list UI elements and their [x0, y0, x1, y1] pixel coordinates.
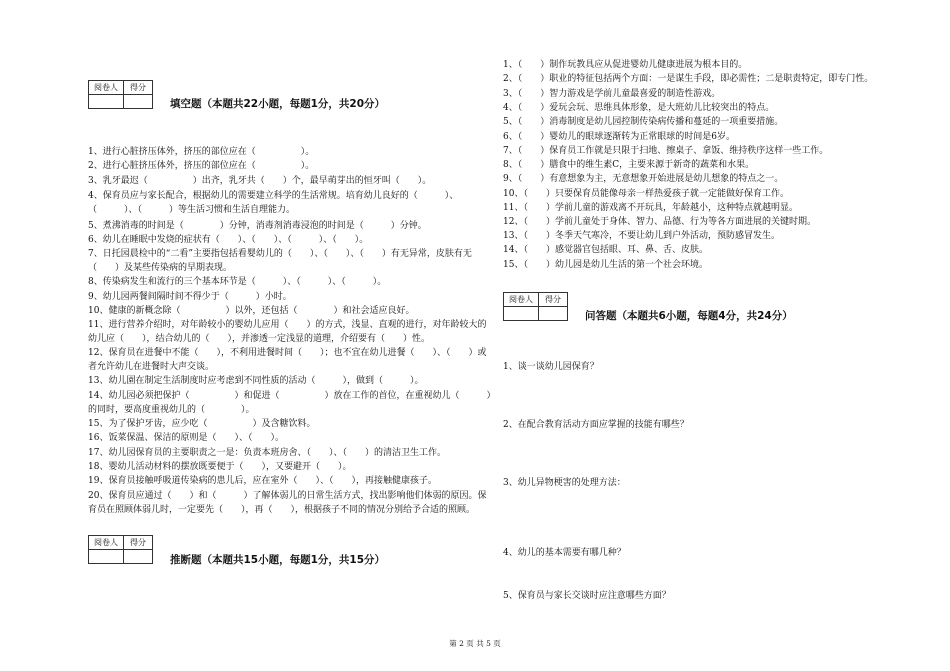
fill-question-18: 18、婴幼儿活动材料的摆放既要便于（ ），又要避开（ ）。 [88, 462, 352, 472]
fill-question-14: 14、幼儿园必须把保护（ ）和促进（ ）放在工作的首位，在重视幼儿（ ）的同时，要高度重视幼儿的（ ）。 [88, 391, 491, 415]
fill-question-20: 20、保育员应通过（ ）和（ ）了解体弱儿的日常生活方式，找出影响他们体弱的原因。保育员在照顾体弱儿时，一定要先（ ），再（ ），根据孩子不同的情况分别给予合适的照顾。 [88, 491, 487, 515]
judge-question-8: 8、（ ）膳食中的维生素C，主要来源于新奇的蔬菜和水果。 [503, 160, 755, 170]
fill-question-2: 2、进行心脏挤压体外，挤压的部位应在（ ）。 [88, 161, 315, 171]
qa-question-5: 5、保育员与家长交谈时应注意哪些方面？ [503, 591, 671, 601]
fill-question-10: 10、健康的新概念除（ ）以外，还包括（ ）和社会适应良好。 [88, 306, 415, 316]
reviewer-label: 阅卷人 [89, 81, 124, 95]
judge-question-4: 4、（ ）爱玩会玩、思维具体形象，是大班幼儿比较突出的特点。 [503, 103, 775, 113]
fill-question-15: 15、为了保护牙齿，应少吃（ ）及含糖饮料。 [88, 419, 316, 429]
fill-question-16: 16、饭菜保温、保洁的原则是（ ）、（ ）。 [88, 433, 284, 443]
fill-question-13: 13、幼儿園在制定生活制度时应考虑到不同性质的活动（ ），做到（ ）。 [88, 376, 424, 386]
judge-question-12: 12、（ ）学前儿童处于身体、智力、品德、行为等各方面进展的关键时期。 [503, 217, 816, 227]
score-box-judge [88, 535, 153, 564]
qa-question-1: 1、谈一谈幼儿园保育？ [503, 362, 599, 372]
fill-question-8: 8、传染病发生和流行的三个基本环节是（ ）、（ ）、（ ）。 [88, 277, 387, 287]
fill-question-17: 17、幼儿园保育员的主要职责之一是：负责本班房舍、（ ）、（ ）的清洁卫生工作。 [88, 448, 446, 458]
fill-question-19: 19、保育员接触呼吸道传染病的患儿后，应在室外（ ）、（ ），再接触健康孩子。 [88, 476, 437, 486]
score-box-qa [503, 292, 568, 321]
judge-question-13: 13、（ ）冬季天气寒冷，不要让幼儿到户外活动，预防感冒发生。 [503, 231, 780, 241]
fill-question-3: 3、乳牙最迟（ ）出齐，乳牙共（ ）个，最早萌芽出的恒牙叫（ ）。 [88, 176, 432, 186]
judge-question-5: 5、（ ）消毒制度是幼儿园控制传染病传播和蔓延的一项重要措施。 [503, 117, 784, 127]
score-cell [124, 95, 153, 109]
fill-question-11: 11、进行营养介绍时，对年龄较小的婴幼儿应用（ ）的方式，浅显、直观的进行，对年龄较大的幼儿应（ ），结合幼儿的（ ），并渗透一定浅显的道理，介绍要有（ ）性。 [88, 320, 487, 344]
score-cell [124, 550, 153, 564]
fill-question-12: 12、保育员在进餐中不能（ ），不利用进餐时间（ ）；也不宜在幼儿进餐（ ）、（ ）或者允许幼儿在进餐时大声交谈。 [88, 348, 487, 372]
judge-question-10: 10、（ ）只要保育员能像母亲一样热爱孩子就一定能做好保育工作。 [503, 189, 789, 199]
fill-question-9: 9、幼儿园两餐间隔时间不得少于（ ）小时。 [88, 292, 292, 302]
page-number-footer: 第 2 页 共 5 页 [449, 639, 501, 648]
judge-question-3: 3、（ ）智力游戏是学前儿童最喜爱的制造性游戏。 [503, 89, 721, 99]
judge-section-title: 推断题（本题共15小题，每题1分，共15分） [170, 554, 386, 566]
reviewer-label: 阅卷人 [89, 536, 124, 550]
score-label: 得分 [124, 536, 153, 550]
judge-question-1: 1、（ ）制作玩教具应从促进婴幼儿健康进展为根本目的。 [503, 60, 748, 70]
score-label: 得分 [124, 81, 153, 95]
qa-question-2: 2、在配合教育活动方面应掌握的技能有哪些？ [503, 420, 689, 430]
judge-question-6: 6、（ ）婴幼儿的眼球逐渐转为正常眼球的时间是6岁。 [503, 132, 735, 142]
score-cell [539, 307, 568, 321]
fill-question-4: 4、保育员应与家长配合，根据幼儿的需要建立科学的生活常规。培育幼儿良好的（ ）、（ ）、（ ）等生活习惯和生活自理能力。 [88, 191, 459, 215]
score-label: 得分 [539, 293, 568, 307]
qa-question-3: 3、幼儿异物梗害的处理方法： [503, 478, 626, 488]
judge-question-14: 14、（ ）感觉器官包括眼、耳、鼻、舌、皮肤。 [503, 245, 708, 255]
fill-question-1: 1、进行心脏挤压体外，挤压的部位应在（ ）。 [88, 147, 315, 157]
judge-question-15: 15、（ ）幼儿园是幼儿生活的第一个社会环境。 [503, 260, 708, 270]
score-box-fill [88, 80, 153, 109]
reviewer-cell [89, 95, 124, 109]
reviewer-label: 阅卷人 [504, 293, 539, 307]
reviewer-cell [504, 307, 539, 321]
fill-question-7: 7、日托园晨检中的“二看”主要指包括看婴幼儿的（ ）、（ ）、（ ）有无异常，皮肤有无（ ）及某些传染病的早期表现。 [88, 249, 472, 273]
qa-section-title: 问答题（本题共6小题，每题4分，共24分） [585, 310, 793, 322]
reviewer-cell [89, 550, 124, 564]
qa-question-4: 4、幼儿的基本需要有哪几种？ [503, 548, 626, 558]
judge-question-9: 9、（ ）有意想象为主，无意想象开始进展是幼儿想象的特点之一。 [503, 174, 784, 184]
fill-section-title: 填空题（本题共22小题，每题1分，共20分） [170, 98, 386, 110]
judge-question-2: 2、（ ）职业的特征包括两个方面：一是谋生手段，即必需性；二是职责特定，即专门性。 [503, 74, 874, 84]
fill-question-5: 5、煮沸消毒的时间是（ ）分钟，消毒剂消毒浸泡的时间是（ ）分钟。 [88, 221, 427, 231]
judge-question-7: 7、（ ）保育员工作就是只限于扫地、擦桌子、拿饭、维持秩序这样一些工作。 [503, 146, 829, 156]
judge-question-11: 11、（ ）学前儿童的游戏离不开玩具，年龄越小，这种特点就越明显。 [503, 203, 798, 213]
fill-question-6: 6、幼儿在睡眠中发烧的症状有（ ）、（ ）、（ ）、（ ）。 [88, 235, 369, 245]
